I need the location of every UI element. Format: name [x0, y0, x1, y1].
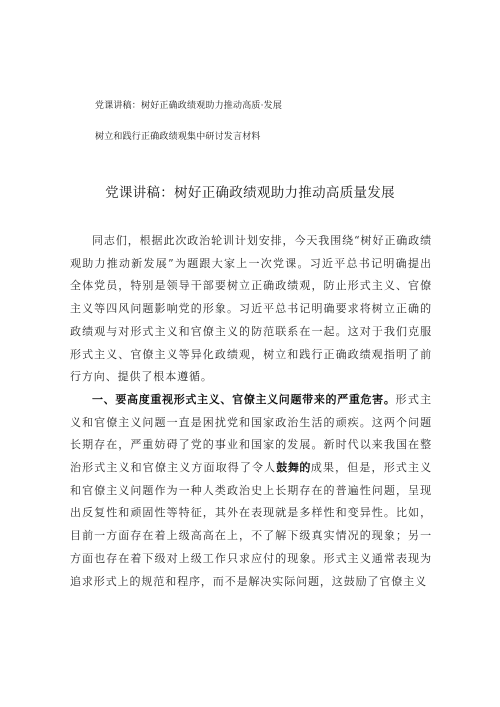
section-1-text-a: 形式主义和官僚主义问题一直是困扰党和国家政治生活的顽疾。这两个问题长期存在，严重妨碍了党的事业和国家的发展。新时代以来我国在整治形式主义和官僚主义方面取得了令人: [70, 392, 432, 475]
header-line-2: 树立和践行正确政绩观集中研讨发言材料: [95, 132, 261, 142]
paragraph-section-1: [70, 389, 432, 593]
header-line-1: 党课讲稿：树好正确政绩观助力推动高质·发展: [95, 101, 283, 111]
section-1-text-b: 成果，但是，形式主义和官僚主义问题作为一种人类政治史上长期存在的普遍性问题，呈现出反复性和顽固性等特征，其外在表现就是多样性和变异性。比如，目前一方面存在着上级高高在上，不了解下级真实情况的现象；另一方面也存在着下级对上级工作只求应付的现象。形式主义通常表现为追求形式上的规范和程序，而不是解决实际问题，这鼓励了官僚主义: [70, 461, 432, 588]
section-1-heading: 一、要高度重视形式主义、官僚主义问题带来的严重危害。: [92, 392, 396, 406]
paragraph-intro: 同志们，根据此次政治轮训计划安排，今天我围绕“树好正确政绩观助力推动新发展”为题跟大家上一次党课。习近平总书记明确提出全体党员，特别是领导干部要树立正确政绩观，防止形式主义、官僚主义等四风问题影响党的形象。习近平总书记明确要求将树立正确的政绩观与对形式主义和官僚主义的防范联系在一起。这对于我们克服形式主义、官僚主义等异化政绩观，树立和践行正确政绩观指明了前行方向、提供了根本遵循。: [70, 234, 432, 384]
section-1-emphasis: 鼓舞的: [276, 461, 311, 475]
document-title: 党课讲稿：树好正确政绩观助力推动高质量发展: [105, 185, 395, 201]
body-text: [70, 230, 432, 593]
